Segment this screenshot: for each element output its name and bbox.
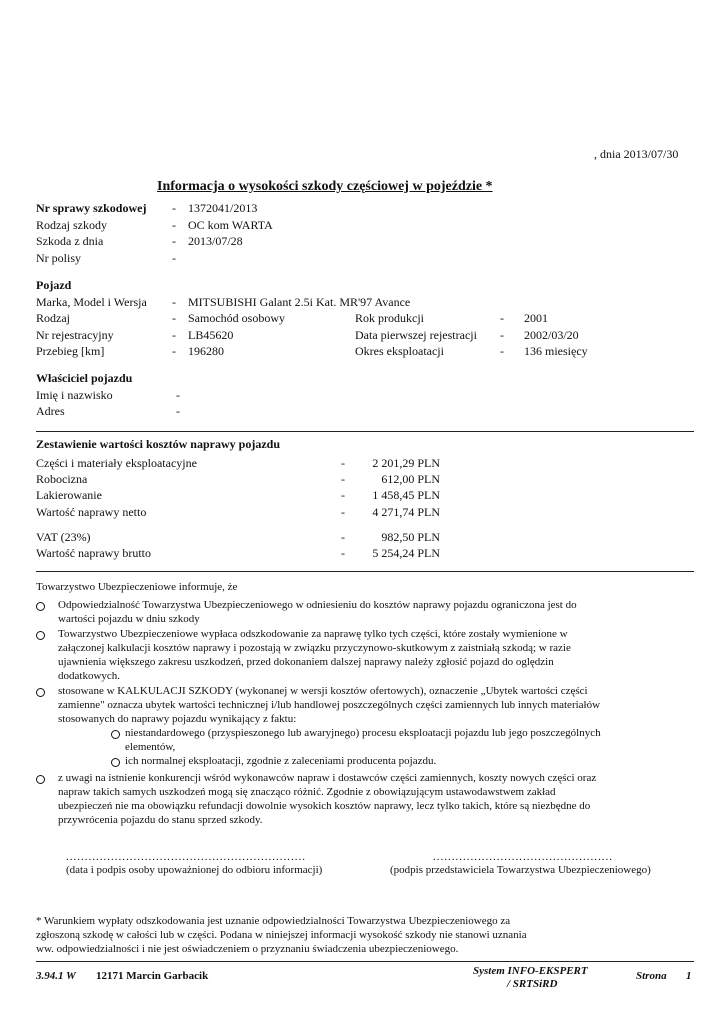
cost-painting-dash: - (341, 488, 345, 502)
footnote-line1: * Warunkiem wypłaty odszkodowania jest uznanie odpowiedzialności Towarzystwa Ubezpieczeniowego za (36, 915, 511, 927)
cost-net-value: 4 271,74 PLN (372, 505, 440, 519)
vehicle-make-value: MITSUBISHI Galant 2.5i Kat. MR'97 Avance (188, 295, 411, 309)
owner-name-dash: - (176, 388, 180, 402)
info-b2-line3: ujawnienia większego zakresu uszkodzeń, przed dokonaniem dalszej naprawy należy zgłosić pojazd do oględzin (58, 656, 554, 668)
claim-type-dash: - (172, 218, 176, 232)
vehicle-type-label: Rodzaj (36, 311, 70, 325)
cost-vat-dash: - (341, 530, 345, 544)
mileage-dash: - (172, 344, 176, 358)
bullet-icon (36, 602, 45, 611)
damage-date-label: Szkoda z dnia (36, 234, 104, 248)
usage-period-label: Okres eksploatacji (355, 344, 444, 358)
cost-net-dash: - (341, 505, 345, 519)
costs-heading: Zestawienie wartości kosztów naprawy pojazdu (36, 437, 280, 451)
info-b4-line4: przywrócenia pojazdu do stanu sprzed szkody. (58, 814, 263, 826)
vehicle-heading: Pojazd (36, 278, 72, 292)
first-registration-dash: - (500, 328, 504, 342)
first-registration-value: 2002/03/20 (524, 328, 579, 342)
vehicle-make-dash: - (172, 295, 176, 309)
cost-labour-label: Robocizna (36, 472, 88, 486)
footer-page-label: Strona (636, 970, 667, 982)
info-b4-line2: napraw takich samych uszkodzeń mogą się znacząco różnić. Zgodnie z obowiązującym ustawodawstwem zakład (58, 786, 556, 798)
signature-caption-recipient: (data i podpis osoby upoważnionej do odbioru informacji) (66, 864, 323, 876)
info-b1-line1: Odpowiedzialność Towarzystwa Ubezpieczeniowego w odniesieniu do kosztów naprawy pojazdu ograniczona jest do (58, 599, 577, 611)
info-b3-line2: zamienne" oznacza ubytek wartości technicznej i/lub handlowej poszczególnych części zamiennych lub innych materiałów (58, 699, 601, 711)
footer-page-number: 1 (686, 970, 692, 982)
damage-date-value: 2013/07/28 (188, 234, 243, 248)
sub-bullet-icon (111, 730, 120, 739)
sub-bullet-icon (111, 758, 120, 767)
production-year-dash: - (500, 311, 504, 325)
info-b2-line1: Towarzystwo Ubezpieczeniowe wypłaca odszkodowanie za naprawę tylko tych części, które zostały wymienione w (58, 628, 568, 640)
info-b3-line3: stosowanych do naprawy pojazdu wynikający z faktu: (58, 713, 297, 725)
document-title: Informacja o wysokości szkody częściowej w pojeździe * (157, 179, 493, 194)
policy-number-label: Nr polisy (36, 251, 81, 265)
document-date: , dnia 2013/07/30 (594, 147, 679, 161)
vehicle-type-dash: - (172, 311, 176, 325)
claim-type-label: Rodzaj szkody (36, 218, 107, 232)
bullet-icon (36, 631, 45, 640)
info-b2-line4: dodatkowych. (58, 670, 121, 682)
footnote-line2: zgłoszoną szkodę w całości lub w części. Podana w niniejszej informacji wysokość szkody nie stanowi uznania (36, 929, 527, 941)
bullet-icon (36, 688, 45, 697)
claim-number-label: Nr sprawy szkodowej (36, 201, 147, 215)
registration-value: LB45620 (188, 328, 234, 342)
signature-caption-insurer: (podpis przedstawiciela Towarzystwa Ubezpieczeniowego) (390, 864, 651, 876)
cost-labour-dash: - (341, 472, 345, 486)
footnote-line3: ww. odpowiedzialności i nie jest oświadczeniem o przyznaniu świadczenia ubezpieczeniowego. (36, 943, 459, 955)
first-registration-label: Data pierwszej rejestracji (355, 328, 477, 342)
vehicle-make-label: Marka, Model i Wersja (36, 295, 147, 309)
cost-parts-value: 2 201,29 PLN (372, 456, 440, 470)
info-sub1-line2: elementów, (125, 741, 176, 753)
cost-vat-value: 982,50 PLN (381, 530, 440, 544)
owner-address-dash: - (176, 404, 180, 418)
cost-labour-value: 612,00 PLN (381, 472, 440, 486)
claim-number-dash: - (172, 201, 176, 215)
info-b2-line2: załączonej kalkulacji kosztów naprawy i pozostają w związku przyczynowo-skutkowym z zaistniałą szkodą; w razie (58, 642, 571, 654)
usage-period-dash: - (500, 344, 504, 358)
mileage-value: 196280 (188, 344, 224, 358)
production-year-label: Rok produkcji (355, 311, 424, 325)
damage-date-dash: - (172, 234, 176, 248)
info-b1-line2: wartości pojazdu w dniu szkody (58, 613, 200, 625)
cost-net-label: Wartość naprawy netto (36, 505, 147, 519)
cost-painting-label: Lakierowanie (36, 488, 102, 502)
claim-number-value: 1372041/2013 (188, 201, 258, 215)
production-year-value: 2001 (524, 311, 548, 325)
footer-version: 3.94.1 W (36, 970, 76, 982)
claim-type-value: OC kom WARTA (188, 218, 273, 232)
signature-line-recipient: ................................................................ (66, 851, 306, 863)
cost-painting-value: 1 458,45 PLN (372, 488, 440, 502)
cost-parts-dash: - (341, 456, 345, 470)
cost-vat-label: VAT (23%) (36, 530, 91, 544)
mileage-label: Przebieg [km] (36, 344, 105, 358)
cost-gross-label: Wartość naprawy brutto (36, 546, 151, 560)
owner-name-label: Imię i nazwisko (36, 388, 113, 402)
registration-dash: - (172, 328, 176, 342)
policy-number-dash: - (172, 251, 176, 265)
divider-costs-top (36, 431, 694, 432)
info-sub2-line1: ich normalnej eksploatacji, zgodnie z zaleceniami producenta pojazdu. (125, 755, 437, 767)
info-sub1-line1: niestandardowego (przyspieszonego lub awaryjnego) procesu eksploatacji pojazdu lub jego poszczególnych (125, 727, 601, 739)
signature-line-insurer: ................................................ (433, 851, 613, 863)
usage-period-value: 136 miesięcy (524, 344, 588, 358)
owner-address-label: Adres (36, 404, 65, 418)
footer-system-line2: / SRTSiRD (507, 978, 558, 990)
owner-heading: Właściciel pojazdu (36, 371, 133, 385)
registration-label: Nr rejestracyjny (36, 328, 114, 342)
bullet-icon (36, 775, 45, 784)
cost-gross-dash: - (341, 546, 345, 560)
info-intro: Towarzystwo Ubezpieczeniowe informuje, że (36, 581, 238, 593)
divider-footer (36, 961, 694, 962)
vehicle-type-value: Samochód osobowy (188, 311, 285, 325)
footer-user: 12171 Marcin Garbacik (96, 970, 209, 982)
cost-gross-value: 5 254,24 PLN (372, 546, 440, 560)
divider-costs-bottom (36, 571, 694, 572)
cost-parts-label: Części i materiały eksploatacyjne (36, 456, 197, 470)
info-b4-line1: z uwagi na istnienie konkurencji wśród wykonawców napraw i dostawców części zamiennych, koszty nowych części oraz (58, 772, 597, 784)
footer-system-line1: System INFO-EKSPERT (473, 965, 588, 977)
info-b3-line1: stosowane w KALKULACJI SZKODY (wykonanej w wersji kosztów ofertowych), oznaczenie „Ubytek wartości części (58, 685, 588, 697)
info-b4-line3: ubezpieczeń nie ma obowiązku refundacji dowolnie wysokich kosztów naprawy, lecz tylko takich, które są niezbędne do (58, 800, 591, 812)
